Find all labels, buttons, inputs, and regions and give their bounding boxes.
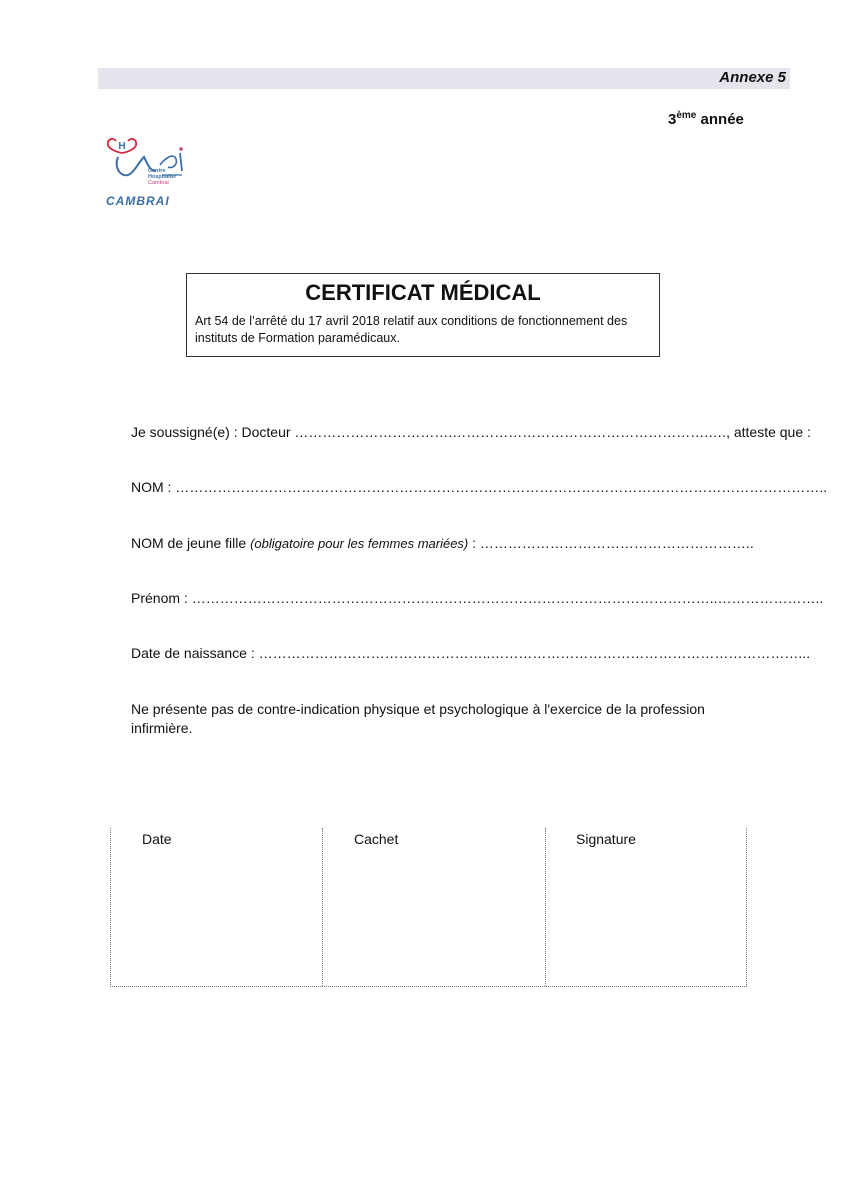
annex-label: Annexe 5 xyxy=(719,69,786,86)
logo-city: CAMBRAI xyxy=(106,194,170,208)
maiden-name-prefix: NOM de jeune fille xyxy=(131,535,251,551)
date-cell[interactable] xyxy=(111,828,322,986)
signature-table xyxy=(110,828,747,987)
maiden-name-note: (obligatoire pour les femmes mariées) xyxy=(250,536,469,551)
title-box xyxy=(186,273,660,357)
document-title: CERTIFICAT MÉDICAL xyxy=(305,280,541,305)
stamp-cell[interactable] xyxy=(322,828,546,986)
medical-statement: Ne présente pas de contre-indication physique et psychologique à l'exercice de la profession infirmière. xyxy=(131,701,705,736)
logo-line1: Centre xyxy=(148,168,166,174)
annex-banner xyxy=(98,68,790,89)
prenom-field[interactable]: Prénom : …………………………………………………………………………………………………..………………….. xyxy=(131,590,824,606)
maiden-name-field[interactable] xyxy=(131,535,754,551)
year-word: année xyxy=(700,111,744,128)
logo-line2: Hospitalier xyxy=(148,174,177,180)
hospital-logo xyxy=(104,135,194,210)
document-subtitle: Art 54 de l’arrêté du 17 avril 2018 relatif aux conditions de fonctionnement des instituts de Formation paramédicaux. xyxy=(195,314,628,345)
nom-field[interactable]: NOM : ………………………………………………………………………………………………………………………….. xyxy=(131,479,828,495)
doctor-field[interactable]: Je soussigné(e) : Docteur …………………………….……………………………………………….…., atteste que : xyxy=(131,424,811,440)
year-suffix: ème xyxy=(676,110,697,121)
maiden-name-dots: : ………………………………………………….. xyxy=(468,535,754,551)
stamp-label: Cachet xyxy=(354,831,399,847)
date-label: Date xyxy=(142,831,172,847)
signature-label: Signature xyxy=(576,831,636,847)
signature-cell[interactable] xyxy=(545,828,746,986)
birth-date-field[interactable]: Date de naissance : …………………………………………..…………………………………………………………... xyxy=(131,645,811,661)
logo-line3: Cambrai xyxy=(148,180,169,186)
svg-text:H: H xyxy=(118,141,126,152)
year-number: 3 xyxy=(668,111,677,128)
year-label xyxy=(668,110,744,128)
